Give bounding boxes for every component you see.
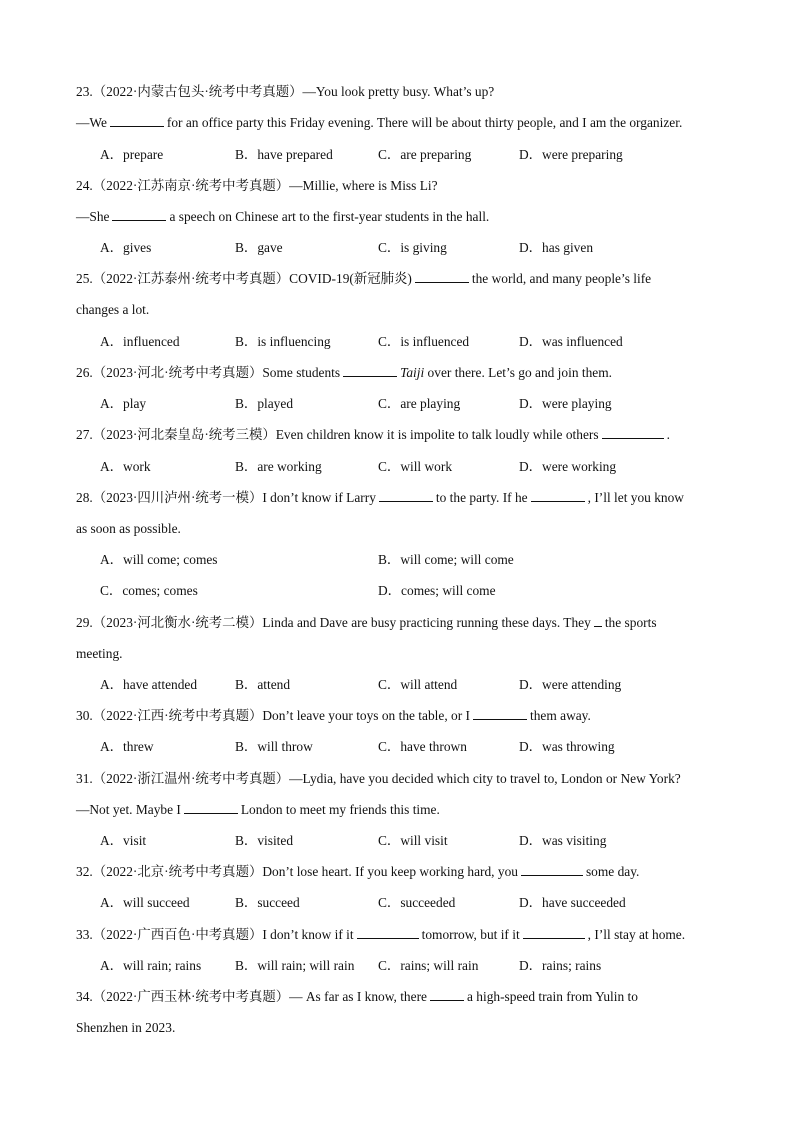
option-d[interactable]: D．was throwing	[519, 739, 615, 754]
option-a[interactable]: A．influenced	[100, 334, 180, 349]
option-c[interactable]: C．comes; comes	[100, 583, 198, 598]
option-c[interactable]: C．succeeded	[378, 895, 456, 910]
answer-blank[interactable]	[357, 927, 419, 939]
question-34-stem: Shenzhen in 2023.	[76, 1020, 176, 1035]
option-a[interactable]: A．threw	[100, 739, 154, 754]
option-d[interactable]: D．were preparing	[519, 147, 623, 162]
option-c[interactable]: C．rains; will rain	[378, 958, 479, 973]
answer-blank[interactable]	[112, 209, 166, 221]
option-c[interactable]: C．have thrown	[378, 739, 467, 754]
option-c[interactable]: C．will attend	[378, 677, 458, 692]
option-d[interactable]: D．were attending	[519, 677, 622, 692]
option-d[interactable]: D．have succeeded	[519, 895, 626, 910]
answer-blank[interactable]	[379, 490, 433, 502]
question-30-header: 30.（2022·江西·统考中考真题）Don’t leave your toys on the table, or I them away.	[76, 708, 591, 723]
question-34-header: 34.（2022·广西玉林·统考中考真题）— As far as I know, there a high-speed train from Yulin to	[76, 989, 638, 1004]
option-d[interactable]: D．was visiting	[519, 833, 607, 848]
option-b[interactable]: B．visited	[235, 833, 294, 848]
option-b[interactable]: B．attend	[235, 677, 291, 692]
question-31-header: 31.（2022·浙江温州·统考中考真题）—Lydia, have you decided which city to travel to, London or New York?	[76, 771, 681, 786]
option-c[interactable]: C．are preparing	[378, 147, 472, 162]
option-d[interactable]: D．were working	[519, 459, 617, 474]
answer-blank[interactable]	[473, 708, 527, 720]
answer-blank[interactable]	[430, 989, 464, 1001]
option-c[interactable]: C．is influenced	[378, 334, 470, 349]
option-d[interactable]: D．was influenced	[519, 334, 623, 349]
question-28-stem: as soon as possible.	[76, 521, 181, 536]
option-b[interactable]: B．will throw	[235, 739, 313, 754]
option-a[interactable]: A．will come; comes	[100, 552, 218, 567]
answer-blank[interactable]	[184, 802, 238, 814]
option-b[interactable]: B．is influencing	[235, 334, 331, 349]
question-26-header: 26.（2023·河北·统考中考真题）Some students Taiji over there. Let’s go and join them.	[76, 365, 612, 380]
option-d[interactable]: D．rains; rains	[519, 958, 602, 973]
option-b[interactable]: B．gave	[235, 240, 283, 255]
option-c[interactable]: C．is giving	[378, 240, 447, 255]
question-23-stem: —We for an office party this Friday evening. There will be about thirty people, and I am the organizer.	[76, 115, 683, 130]
option-a[interactable]: A．play	[100, 396, 147, 411]
question-25-stem: changes a lot.	[76, 302, 150, 317]
answer-blank[interactable]	[343, 365, 397, 377]
option-a[interactable]: A．gives	[100, 240, 152, 255]
answer-blank[interactable]	[602, 427, 664, 439]
option-a[interactable]: A．prepare	[100, 147, 164, 162]
question-29-header: 29.（2023·河北衡水·统考二模）Linda and Dave are busy practicing running these days. They the sports	[76, 615, 657, 630]
question-28-header: 28.（2023·四川泸州·统考一模）I don’t know if Larry to the party. If he , I’ll let you know	[76, 490, 684, 505]
option-c[interactable]: C．are playing	[378, 396, 461, 411]
question-24-header: 24.（2022·江苏南京·统考中考真题）—Millie, where is Miss Li?	[76, 178, 438, 193]
option-b[interactable]: B．played	[235, 396, 294, 411]
answer-blank[interactable]	[415, 271, 469, 283]
option-d[interactable]: D．were playing	[519, 396, 612, 411]
option-c[interactable]: C．will visit	[378, 833, 448, 848]
question-24-stem: —She a speech on Chinese art to the first-year students in the hall.	[76, 209, 490, 224]
option-a[interactable]: A．work	[100, 459, 151, 474]
question-29-stem: meeting.	[76, 646, 123, 661]
option-a[interactable]: A．have attended	[100, 677, 198, 692]
option-d[interactable]: D．comes; will come	[378, 583, 496, 598]
answer-blank[interactable]	[521, 864, 583, 876]
option-b[interactable]: B．will come; will come	[378, 552, 514, 567]
option-a[interactable]: A．will rain; rains	[100, 958, 202, 973]
option-a[interactable]: A．visit	[100, 833, 147, 848]
option-b[interactable]: B．will rain; will rain	[235, 958, 355, 973]
option-a[interactable]: A．will succeed	[100, 895, 190, 910]
answer-blank[interactable]	[531, 490, 585, 502]
question-27-header: 27.（2023·河北秦皇岛·统考三模）Even children know it is impolite to talk loudly while others .	[76, 427, 670, 442]
question-23-header: 23.（2022·内蒙古包头·统考中考真题）—You look pretty busy. What’s up?	[76, 84, 495, 99]
option-d[interactable]: D．has given	[519, 240, 594, 255]
question-33-header: 33.（2022·广西百色·中考真题）I don’t know if it tomorrow, but if it , I’ll stay at home.	[76, 927, 686, 942]
question-31-stem: —Not yet. Maybe I London to meet my friends this time.	[76, 802, 440, 817]
option-b[interactable]: B．succeed	[235, 895, 300, 910]
answer-blank[interactable]	[110, 115, 164, 127]
answer-blank[interactable]	[594, 615, 602, 627]
option-b[interactable]: B．have prepared	[235, 147, 333, 162]
option-b[interactable]: B．are working	[235, 459, 322, 474]
answer-blank[interactable]	[523, 927, 585, 939]
question-25-header: 25.（2022·江苏泰州·统考中考真题）COVID-19(新冠肺炎) the world, and many people’s life	[76, 271, 652, 286]
question-32-header: 32.（2022·北京·统考中考真题）Don’t lose heart. If you keep working hard, you some day.	[76, 864, 640, 879]
option-c[interactable]: C．will work	[378, 459, 453, 474]
